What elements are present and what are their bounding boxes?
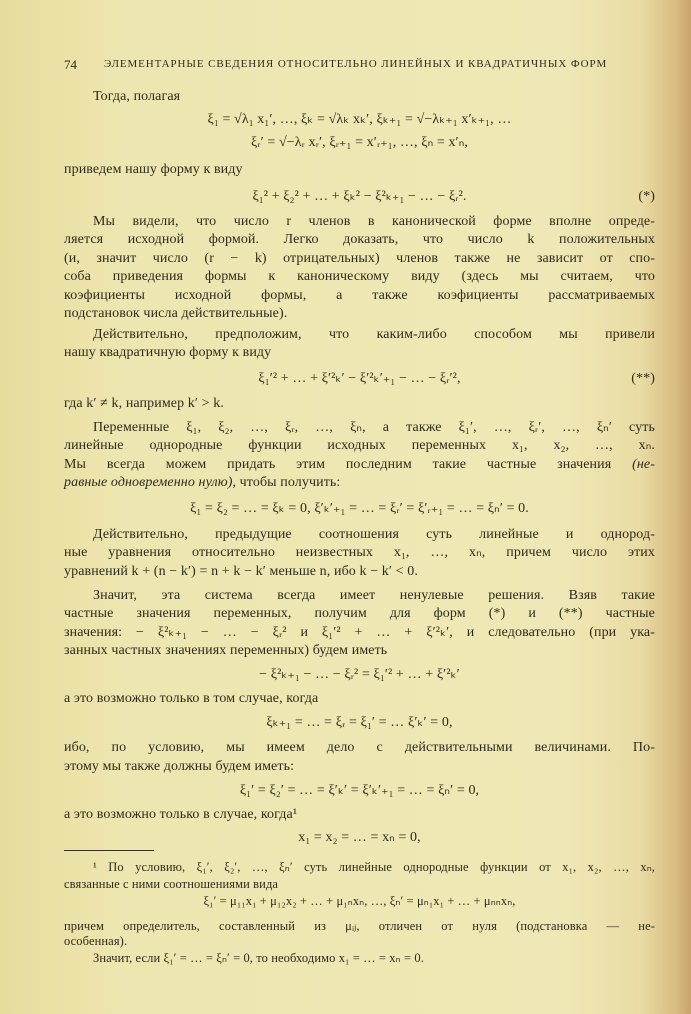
- equation: ξ₁′² + … + ξ′²ₖ′ − ξ′²ₖ′₊₁ − … − ξᵣ′²,: [258, 371, 461, 386]
- text-line: нашу квадратичную форму к виду: [64, 345, 272, 360]
- page-number: 74: [64, 57, 77, 72]
- text-line: Действительно, предыдущие соотношения суть линейные и однород-: [93, 527, 655, 542]
- text-line: Мы видели, что число r членов в канонической форме вполне опреде-: [93, 214, 655, 229]
- footnote-divider: [64, 850, 154, 851]
- running-header: [64, 57, 655, 73]
- footnote-line: особенная).: [64, 934, 128, 948]
- equation: ξ₁′ = ξ₂′ = … = ξ′ₖ′ = ξ′ₖ′₊₁ = … = ξₙ′ = 0,: [239, 783, 480, 798]
- text-line: этому мы также должны будем иметь:: [64, 759, 295, 774]
- equation: ξ₁ = ξ₂ = … = ξₖ = 0, ξ′ₖ′₊₁ = … = ξᵣ′ = ξ′ᵣ₊₁ = … = ξₙ′ = 0.: [190, 501, 529, 516]
- equation: ξᵣ′ = √−λᵣ xᵣ′, ξᵣ₊₁ = x′ᵣ₊₁, …, ξₙ = x′ₙ,: [251, 135, 468, 150]
- italic-span: (не-: [632, 457, 655, 472]
- text-line: Значит, эта система всегда имеет ненулевые решения. Взяв такие: [93, 588, 655, 603]
- footnote-equation: ξ₁′ = μ₁₁x₁ + μ₁₂x₂ + … + μ₁ₙxₙ, …, ξₙ′ = μₙ₁x₁ + … + μₙₙxₙ,: [203, 894, 516, 908]
- equation: ξₖ₊₁ = … = ξᵣ = ξ₁′ = … ξ′ₖ′ = 0,: [266, 715, 453, 730]
- text-line: ляется исходной формой. Легко доказать, что число k положительных: [64, 232, 655, 247]
- text-line: а это возможно только в случае, когда¹: [64, 807, 298, 822]
- text-line: Действительно, предположим, что каким-либо способом мы привели: [93, 327, 655, 342]
- text-line: [64, 456, 655, 474]
- text-line: ные уравнения относительно неизвестных x₁, …, xₙ, причем число этих: [64, 545, 655, 560]
- text-line: Тогда, полагая: [93, 89, 181, 104]
- text-span: Мы всегда можем придать этим последним такие частные значения: [64, 457, 633, 472]
- footnote-line: ¹ По условию, ξ₁′, ξ₂′, …, ξₙ′ суть линейные однородные функции от x₁, x₂, …, xₙ,: [93, 860, 655, 874]
- footnote-line: Значит, если ξ₁′ = … = ξₙ′ = 0, то необходимо x₁ = … = xₙ = 0.: [93, 951, 424, 965]
- text-line: [64, 474, 655, 492]
- text-span: , чтобы получить:: [232, 475, 341, 490]
- text-line: а это возможно только в том случае, когда: [64, 691, 319, 706]
- equation-double-star: [64, 370, 655, 388]
- text-line: коэфициенты исходной формы, а также коэфициенты рассматриваемых: [64, 288, 655, 303]
- footnote-line: связанные с ними соотношениями вида: [64, 877, 279, 891]
- chapter-title: ЭЛЕМЕНТАРНЫЕ СВЕДЕНИЯ ОТНОСИТЕЛЬНО ЛИНЕЙНЫХ И КВАДРАТИЧНЫХ ФОРМ: [104, 58, 608, 70]
- equation: − ξ²ₖ₊₁ − … − ξᵣ² = ξ₁′² + … + ξ′²ₖ′: [259, 667, 460, 682]
- equation-tag: (**): [631, 371, 655, 386]
- text-line: линейные однородные функции исходных переменных x₁, x₂, …, xₙ.: [64, 438, 655, 453]
- equation: x₁ = x₂ = … = xₙ = 0,: [298, 830, 421, 845]
- text-line: занных частных значениях переменных) будем иметь: [64, 643, 388, 658]
- text-line: приведем нашу форму к виду: [64, 162, 243, 177]
- text-line: ибо, по условию, мы имеем дело с действительными величинами. По-: [64, 740, 655, 755]
- text-line: Переменные ξ₁, ξ₂, …, ξᵣ, …, ξₙ, а также ξ₁′, …, ξᵣ′, …, ξₙ′ суть: [93, 420, 655, 435]
- equation: ξ₁ = √λ₁ x₁′, …, ξₖ = √λₖ xₖ′, ξₖ₊₁ = √−λₖ₊₁ x′ₖ₊₁, …: [207, 112, 512, 127]
- text-line: подстановок числа действительные).: [64, 306, 288, 321]
- text-line: уравнений k + (n − k′) = n + k − k′ меньше n, ибо k − k′ < 0.: [64, 564, 418, 579]
- italic-span: равные одновременно нулю): [64, 475, 233, 490]
- text-line: соба приведения формы к каноническому виду (здесь мы считаем, что: [64, 269, 655, 284]
- equation-star: [64, 188, 655, 206]
- equation: ξ₁² + ξ₂² + … + ξₖ² − ξ²ₖ₊₁ − … − ξᵣ².: [252, 189, 467, 204]
- footnote-line: причем определитель, составленный из μᵢⱼ, отличен от нуля (подстановка — не-: [64, 919, 655, 933]
- text-line: значения: − ξ²ₖ₊₁ − … − ξᵣ² и ξ₁′² + … + ξ′²ₖ′, и следовательно (при ука-: [64, 625, 655, 640]
- equation-tag: (*): [638, 189, 655, 204]
- text-line: гда k′ ≠ k, например k′ > k.: [64, 396, 224, 411]
- text-line: частные значения переменных, получим для форм (*) и (**) частные: [64, 606, 655, 621]
- text-line: (и, значит число (r − k) отрицательных) членов также не зависит от спо-: [64, 251, 655, 266]
